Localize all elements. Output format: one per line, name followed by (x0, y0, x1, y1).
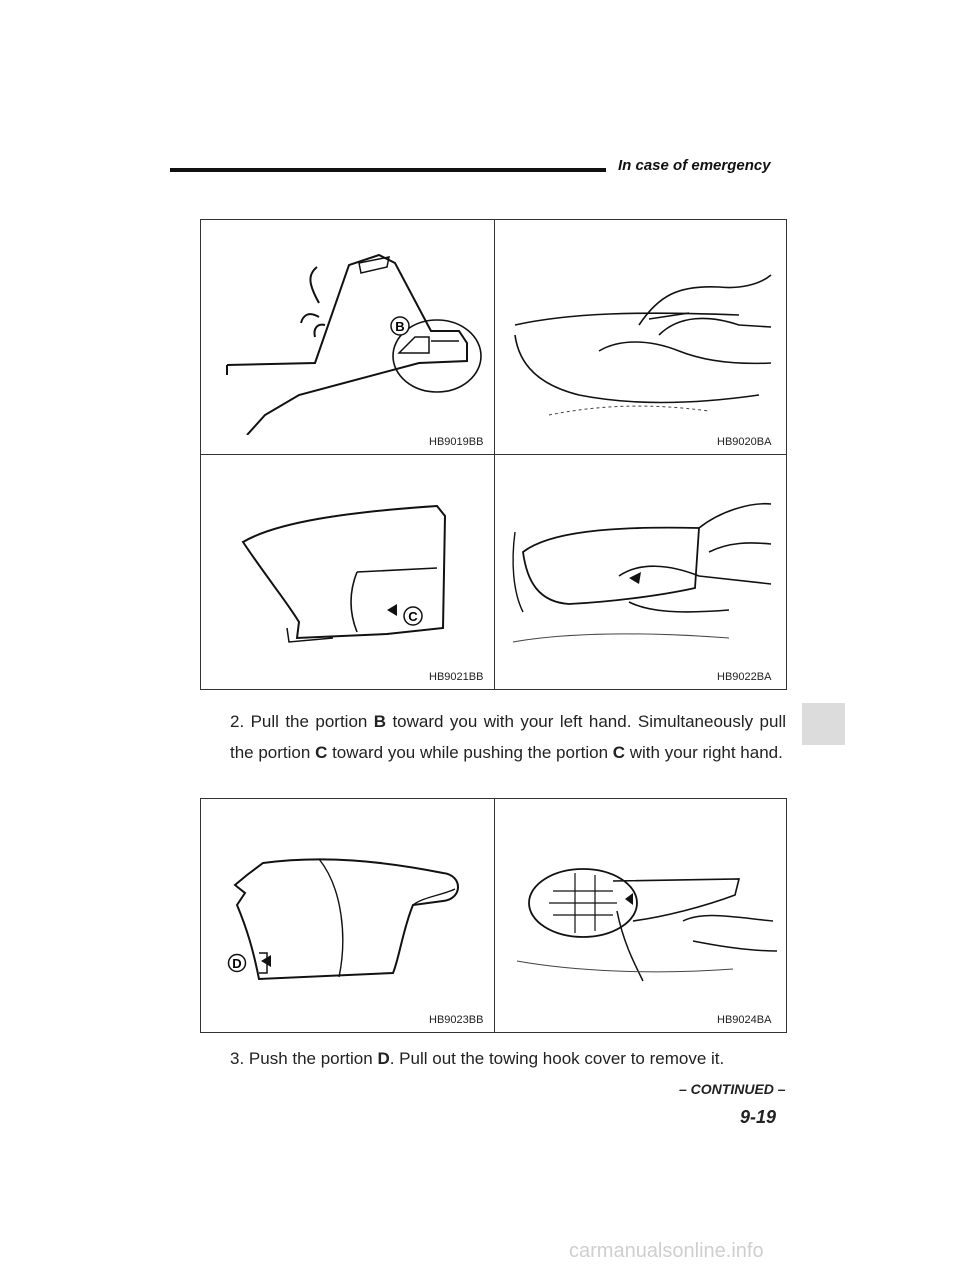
header-rule (170, 168, 606, 172)
section-title: In case of emergency (618, 157, 771, 174)
figure-code: HB9020BA (717, 436, 772, 448)
figure-remove-cover (509, 492, 779, 662)
figure-code: HB9021BB (429, 671, 484, 683)
figure-grid-bottom (200, 798, 787, 1033)
continued-note: – CONTINUED – (679, 1081, 786, 1097)
callout-b: B (395, 319, 405, 334)
figure-code: HB9024BA (717, 1014, 772, 1026)
watermark: carmanualsonline.info (569, 1240, 764, 1262)
figure-lever-b (219, 245, 487, 435)
page-number: 9-19 (740, 1107, 777, 1127)
callout-c: C (408, 609, 418, 624)
figure-grid-top (200, 219, 787, 690)
figure-code: HB9022BA (717, 671, 772, 683)
step-3-text: 3. Push the portion D. Pull out the towing hook cover to remove it. (230, 1049, 725, 1068)
step-2-text: 2. Pull the portion B toward you with your left hand. Simultaneously pull the portion C toward you while pushing the portion C with your right hand. (230, 712, 786, 762)
chapter-tab (802, 703, 845, 745)
figure-cover-c (237, 482, 463, 652)
figure-cover-d (223, 849, 473, 989)
figure-hands-panel (509, 255, 779, 425)
figure-code: HB9019BB (429, 436, 484, 448)
callout-d: D (232, 956, 242, 971)
figure-code: HB9023BB (429, 1014, 484, 1026)
figure-headlight-hands (513, 851, 779, 1001)
